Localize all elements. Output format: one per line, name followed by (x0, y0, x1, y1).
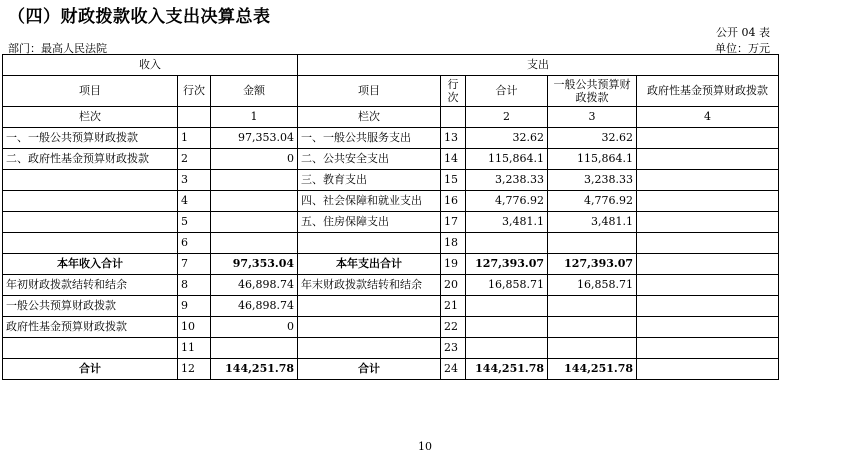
gov-fund-cell (637, 233, 779, 254)
income-item-header: 项目 (3, 76, 178, 107)
general-budget-cell (548, 317, 637, 338)
table-body (3, 128, 779, 380)
general-budget-cell: 4,776.92 (548, 191, 637, 212)
page-title: （四）财政拨款收入支出决算总表 (8, 7, 271, 27)
column-label-expense: 栏次 (298, 107, 441, 128)
general-budget-cell (548, 233, 637, 254)
column-2: 2 (466, 107, 548, 128)
income-amount-cell: 0 (211, 149, 298, 170)
expense-item-cell: 合计 (298, 359, 441, 380)
income-amount-cell: 0 (211, 317, 298, 338)
column-1: 1 (211, 107, 298, 128)
gov-fund-cell (637, 254, 779, 275)
table-row (3, 338, 779, 359)
income-item-cell (3, 170, 178, 191)
gov-fund-cell (637, 149, 779, 170)
expense-item-cell: 三、教育支出 (298, 170, 441, 191)
table-row (3, 149, 779, 170)
expense-row-no-cell: 21 (441, 296, 466, 317)
general-budget-cell (548, 338, 637, 359)
income-amount-cell: 46,898.74 (211, 275, 298, 296)
gov-fund-cell (637, 191, 779, 212)
income-item-cell (3, 212, 178, 233)
expense-row-no-cell: 24 (441, 359, 466, 380)
table-row (3, 170, 779, 191)
income-item-cell (3, 233, 178, 254)
income-amount-cell (211, 338, 298, 359)
income-item-cell: 一、一般公共预算财政拨款 (3, 128, 178, 149)
income-item-cell: 本年收入合计 (3, 254, 178, 275)
income-amount-cell (211, 233, 298, 254)
income-row-no-cell: 3 (178, 170, 211, 191)
gov-fund-cell (637, 359, 779, 380)
income-amount-cell: 97,353.04 (211, 254, 298, 275)
gov-fund-cell (637, 275, 779, 296)
table-row (3, 212, 779, 233)
header-row-columns (3, 76, 779, 107)
gov-fund-cell (637, 296, 779, 317)
expense-row-no-cell: 13 (441, 128, 466, 149)
income-row-no-header: 行次 (178, 76, 211, 107)
income-item-cell: 二、政府性基金预算财政拨款 (3, 149, 178, 170)
form-code: 公开 04 表 (716, 26, 770, 39)
expense-item-cell (298, 317, 441, 338)
income-row-no-cell: 8 (178, 275, 211, 296)
gov-fund-cell (637, 170, 779, 191)
expense-total-header: 合计 (466, 76, 548, 107)
general-budget-cell: 115,864.1 (548, 149, 637, 170)
income-item-cell: 一般公共预算财政拨款 (3, 296, 178, 317)
income-row-no-cell: 6 (178, 233, 211, 254)
column-blank-expense (441, 107, 466, 128)
gov-fund-cell (637, 212, 779, 233)
income-amount-cell: 144,251.78 (211, 359, 298, 380)
income-amount-cell (211, 191, 298, 212)
expense-section-header: 支出 (298, 55, 779, 76)
income-amount-cell (211, 212, 298, 233)
column-3: 3 (548, 107, 637, 128)
expense-row-no-cell: 22 (441, 317, 466, 338)
gov-fund-cell (637, 317, 779, 338)
income-section-header: 收入 (3, 55, 298, 76)
header-row-sections (3, 55, 779, 76)
column-label: 栏次 (3, 107, 178, 128)
income-row-no-cell: 5 (178, 212, 211, 233)
income-row-no-cell: 10 (178, 317, 211, 338)
column-number-row (3, 107, 779, 128)
expense-row-no-header: 行次 (441, 76, 466, 107)
expense-row-no-cell: 23 (441, 338, 466, 359)
expense-item-header: 项目 (298, 76, 441, 107)
expense-total-cell (466, 233, 548, 254)
income-amount-header: 金额 (211, 76, 298, 107)
general-budget-cell (548, 296, 637, 317)
expense-item-cell: 二、公共安全支出 (298, 149, 441, 170)
expense-total-cell: 3,481.1 (466, 212, 548, 233)
income-item-cell (3, 338, 178, 359)
expense-total-cell: 4,776.92 (466, 191, 548, 212)
department-label: 部门：最高人民法院 (8, 42, 107, 55)
budget-summary-table (2, 54, 779, 380)
income-row-no-cell: 11 (178, 338, 211, 359)
income-amount-cell: 97,353.04 (211, 128, 298, 149)
expense-row-no-cell: 19 (441, 254, 466, 275)
unit-label: 单位：万元 (715, 42, 770, 55)
expense-item-cell: 四、社会保障和就业支出 (298, 191, 441, 212)
gov-fund-cell (637, 338, 779, 359)
income-amount-cell: 46,898.74 (211, 296, 298, 317)
income-item-cell: 政府性基金预算财政拨款 (3, 317, 178, 338)
income-row-no-cell: 7 (178, 254, 211, 275)
expense-total-cell: 144,251.78 (466, 359, 548, 380)
gov-fund-cell (637, 128, 779, 149)
general-budget-cell: 32.62 (548, 128, 637, 149)
expense-item-cell: 一、一般公共服务支出 (298, 128, 441, 149)
expense-total-cell: 32.62 (466, 128, 548, 149)
expense-row-no-cell: 18 (441, 233, 466, 254)
general-budget-header: 一般公共预算财政拨款 (548, 76, 637, 107)
expense-row-no-cell: 14 (441, 149, 466, 170)
column-4: 4 (637, 107, 779, 128)
income-row-no-cell: 1 (178, 128, 211, 149)
income-item-cell: 合计 (3, 359, 178, 380)
expense-item-cell (298, 296, 441, 317)
expense-total-cell (466, 338, 548, 359)
expense-row-no-cell: 15 (441, 170, 466, 191)
general-budget-cell: 127,393.07 (548, 254, 637, 275)
column-blank (178, 107, 211, 128)
expense-total-cell: 127,393.07 (466, 254, 548, 275)
table-row (3, 128, 779, 149)
income-row-no-cell: 9 (178, 296, 211, 317)
expense-total-cell: 16,858.71 (466, 275, 548, 296)
expense-total-cell (466, 317, 548, 338)
table-row (3, 359, 779, 380)
expense-item-cell: 本年支出合计 (298, 254, 441, 275)
expense-item-cell (298, 233, 441, 254)
table-row (3, 275, 779, 296)
table-row (3, 254, 779, 275)
expense-total-cell (466, 296, 548, 317)
expense-row-no-cell: 16 (441, 191, 466, 212)
general-budget-cell: 16,858.71 (548, 275, 637, 296)
expense-item-cell (298, 338, 441, 359)
income-row-no-cell: 4 (178, 191, 211, 212)
income-item-cell: 年初财政拨款结转和结余 (3, 275, 178, 296)
table-row (3, 317, 779, 338)
gov-fund-header: 政府性基金预算财政拨款 (637, 76, 779, 107)
general-budget-cell: 3,481.1 (548, 212, 637, 233)
table-row (3, 233, 779, 254)
income-amount-cell (211, 170, 298, 191)
expense-item-cell: 五、住房保障支出 (298, 212, 441, 233)
table-row (3, 191, 779, 212)
income-row-no-cell: 2 (178, 149, 211, 170)
general-budget-cell: 3,238.33 (548, 170, 637, 191)
income-item-cell (3, 191, 178, 212)
expense-row-no-cell: 20 (441, 275, 466, 296)
page-number: 10 (418, 440, 432, 453)
expense-total-cell: 3,238.33 (466, 170, 548, 191)
expense-item-cell: 年末财政拨款结转和结余 (298, 275, 441, 296)
expense-row-no-cell: 17 (441, 212, 466, 233)
income-row-no-cell: 12 (178, 359, 211, 380)
general-budget-cell: 144,251.78 (548, 359, 637, 380)
table-row (3, 296, 779, 317)
expense-total-cell: 115,864.1 (466, 149, 548, 170)
